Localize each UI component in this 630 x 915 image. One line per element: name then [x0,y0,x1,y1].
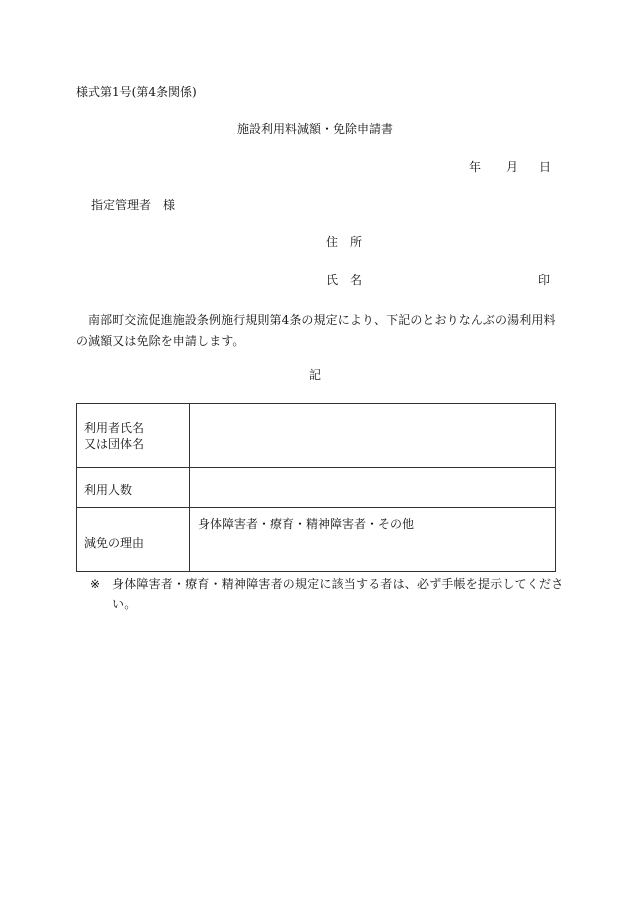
table-label-cell [77,508,190,572]
table-row-user-count [77,468,556,508]
table-row-reduction-reason [77,508,556,572]
document-title: 施設利用料減額・免除申請書 [236,122,393,136]
footnote-text: 身体障害者・療育・精神障害者の規定に該当する者は、必ず手帳を提示してください。 [112,577,564,611]
date-day-label: 日 [539,160,552,174]
table-row-user-name [77,404,556,468]
reduction-reason-options: 身体障害者・療育・精神障害者・その他 [198,517,415,531]
application-table [76,403,556,572]
ki-heading: 記 [308,368,321,382]
table-label-cell [77,404,190,468]
application-statement: 南部町交流促進施設条例施行規則第4条の規定により、下記のとおりなんぶの湯利用料の減額又は免除を申請します。 [76,313,556,348]
applicant-address-label: 住所 [326,235,375,249]
reference-mark: ※ [90,577,101,591]
date-month-label: 月 [506,160,519,174]
seal-label: 印 [538,273,551,287]
footnote [90,574,580,614]
user-count-field[interactable] [190,468,556,508]
date-year-label: 年 [469,160,482,174]
user-name-field[interactable] [190,404,556,468]
addressee: 指定管理者 様 [91,198,176,212]
user-count-label: 利用人数 [84,483,133,497]
reduction-reason-field[interactable] [190,508,556,572]
table-label-cell [77,468,190,508]
form-number: 様式第1号(第4条関係) [76,85,197,99]
reduction-reason-label: 減免の理由 [84,536,145,550]
applicant-name-label: 氏名 [326,273,375,287]
user-name-label: 利用者氏名 又は団体名 [84,421,145,451]
